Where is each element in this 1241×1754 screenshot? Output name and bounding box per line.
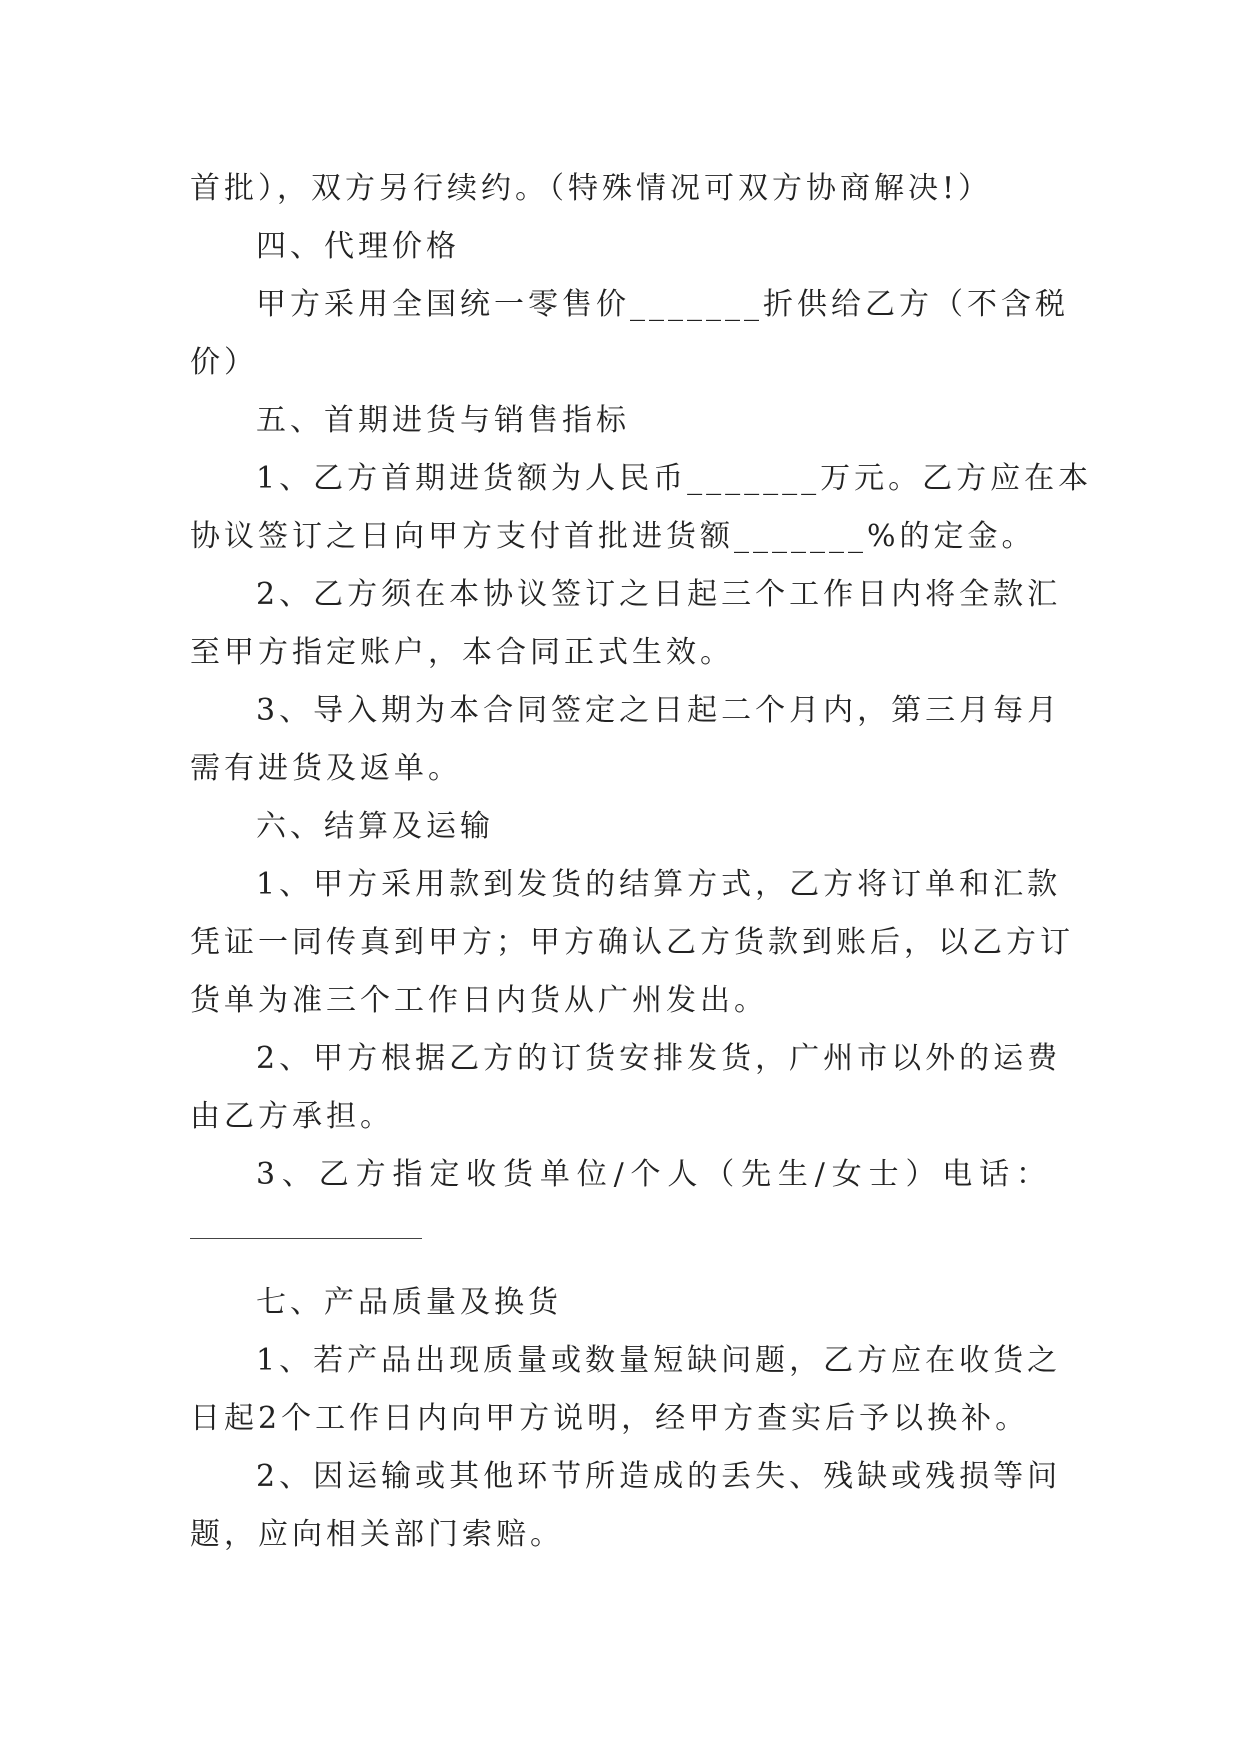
- text-line: 甲方采用全国统一零售价_______折供给乙方（不含税: [256, 287, 1069, 322]
- text-line: 五、首期进货与销售指标: [256, 403, 630, 438]
- text-line: 1、若产品出现质量或数量短缺问题，乙方应在收货之: [256, 1343, 1062, 1378]
- text-line: 六、结算及运输: [256, 809, 494, 844]
- document-body: [190, 160, 1093, 1564]
- text-line: 需有进货及返单。: [190, 751, 462, 786]
- text-line: 首批），双方另行续约。（特殊情况可双方协商解决!）: [190, 171, 993, 206]
- text-line: 价）: [190, 345, 258, 380]
- text-line: 协议签订之日向甲方支付首批进货额_______%的定金。: [190, 519, 1036, 554]
- text-line: 2、甲方根据乙方的订货安排发货，广州市以外的运费: [256, 1041, 1062, 1076]
- text-line: 题，应向相关部门索赔。: [190, 1517, 564, 1552]
- underline-rule: [190, 1238, 422, 1239]
- text-line: 凭证一同传真到甲方；甲方确认乙方货款到账后，以乙方订: [190, 925, 1074, 960]
- text-line: 四、代理价格: [256, 229, 460, 264]
- phone-blank-line: [190, 1204, 1050, 1274]
- text-line: 3、导入期为本合同签定之日起二个月内，第三月每月: [256, 693, 1062, 728]
- text-line: 货单为准三个工作日内货从广州发出。: [190, 983, 768, 1018]
- text-line: 七、产品质量及换货: [256, 1285, 562, 1320]
- text-line: 由乙方承担。: [190, 1099, 394, 1134]
- text-line: 1、甲方采用款到发货的结算方式，乙方将订单和汇款: [256, 867, 1062, 902]
- text-block-before-rule: [190, 160, 1093, 1204]
- text-line: 3、乙方指定收货单位/个人（先生/女士）电话：: [256, 1157, 1050, 1192]
- text-block-after-rule: [190, 1274, 1062, 1564]
- text-line: 2、因运输或其他环节所造成的丢失、残缺或残损等问: [256, 1459, 1062, 1494]
- text-line: 2、乙方须在本协议签订之日起三个工作日内将全款汇: [256, 577, 1062, 612]
- text-line: 日起2个工作日内向甲方说明，经甲方查实后予以换补。: [190, 1401, 1030, 1436]
- text-line: 至甲方指定账户，本合同正式生效。: [190, 635, 734, 670]
- text-line: 1、乙方首期进货额为人民币_______万元。乙方应在本: [256, 461, 1093, 496]
